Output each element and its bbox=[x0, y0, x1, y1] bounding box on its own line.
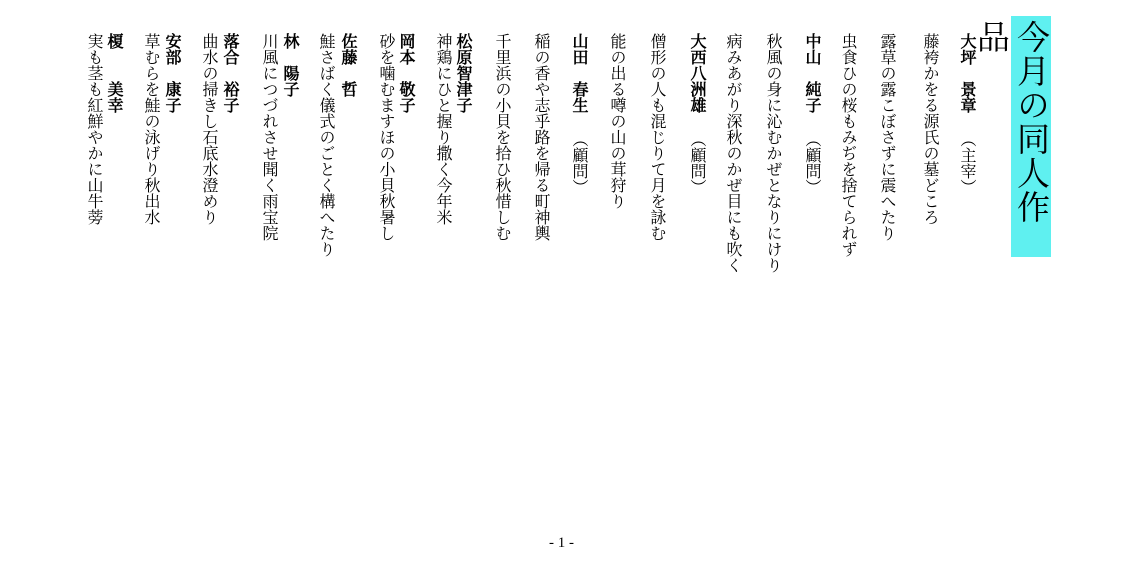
author-name: 林 陽子 bbox=[281, 33, 300, 97]
haiku-line: 病みあがり深秋のかぜ目にも吹く bbox=[724, 33, 743, 273]
author-role: （顧問） bbox=[803, 131, 822, 195]
author-name: 榎 美幸 bbox=[105, 33, 124, 113]
haiku-line: 露草の露こぼさずに震へたり bbox=[878, 33, 897, 241]
haiku-line: 稲の香や志乎路を帰る町神輿 bbox=[532, 33, 551, 241]
author-column bbox=[160, 33, 184, 323]
haiku-line: 実も茎も紅鮮やかに山牛蒡 bbox=[85, 33, 104, 225]
haiku-line: 川風につづれさせ聞く雨宝院 bbox=[260, 33, 279, 241]
author-role: （主宰） bbox=[958, 131, 977, 195]
author-name: 佐藤 哲 bbox=[339, 33, 358, 97]
author-name: 安部 康子 bbox=[163, 33, 182, 113]
author-name: 大坪 景章 bbox=[958, 33, 977, 113]
author-name: 山田 春生 bbox=[570, 33, 589, 113]
haiku-line: 砂を噛むますほの小貝秋暑し bbox=[377, 33, 396, 241]
author-name: 岡本 敬子 bbox=[397, 33, 416, 113]
author-name: 松原智津子 bbox=[454, 33, 473, 113]
author-column bbox=[685, 33, 709, 323]
author-column bbox=[218, 33, 242, 323]
author-name: 中山 純子 bbox=[803, 33, 822, 113]
haiku-line: 能の出る噂の山の茸狩り bbox=[608, 33, 627, 209]
author-name: 落合 裕子 bbox=[221, 33, 240, 113]
author-role: （顧問） bbox=[570, 131, 589, 195]
author-column bbox=[336, 33, 360, 323]
haiku-line: 曲水の掃きし石底水澄めり bbox=[200, 33, 219, 225]
haiku-line: 秋風の身に沁むかぜとなりにけり bbox=[764, 33, 783, 273]
haiku-line: 神鶏にひと握り撒く今年米 bbox=[434, 33, 453, 225]
page-title: 今月の同人作品 bbox=[1011, 16, 1051, 257]
author-column bbox=[800, 33, 824, 323]
haiku-line: 藤袴かをる源氏の墓どころ bbox=[921, 33, 940, 225]
haiku-line: 草むらを鮭の泳げり秋出水 bbox=[142, 33, 161, 225]
author-column bbox=[955, 33, 979, 323]
author-column bbox=[567, 33, 591, 323]
author-column bbox=[278, 33, 302, 323]
haiku-line: 僧形の人も混じりて月を詠む bbox=[648, 33, 667, 241]
haiku-line: 千里浜の小貝を拾ひ秋惜しむ bbox=[493, 33, 512, 241]
author-role: （顧問） bbox=[688, 131, 707, 195]
page-number: - 1 - bbox=[549, 535, 574, 551]
haiku-line: 鮭さばく儀式のごとく構へたり bbox=[317, 33, 336, 257]
haiku-line: 虫食ひの桜もみぢを捨てられず bbox=[839, 33, 858, 257]
author-name: 大西八洲雄 bbox=[688, 33, 707, 113]
